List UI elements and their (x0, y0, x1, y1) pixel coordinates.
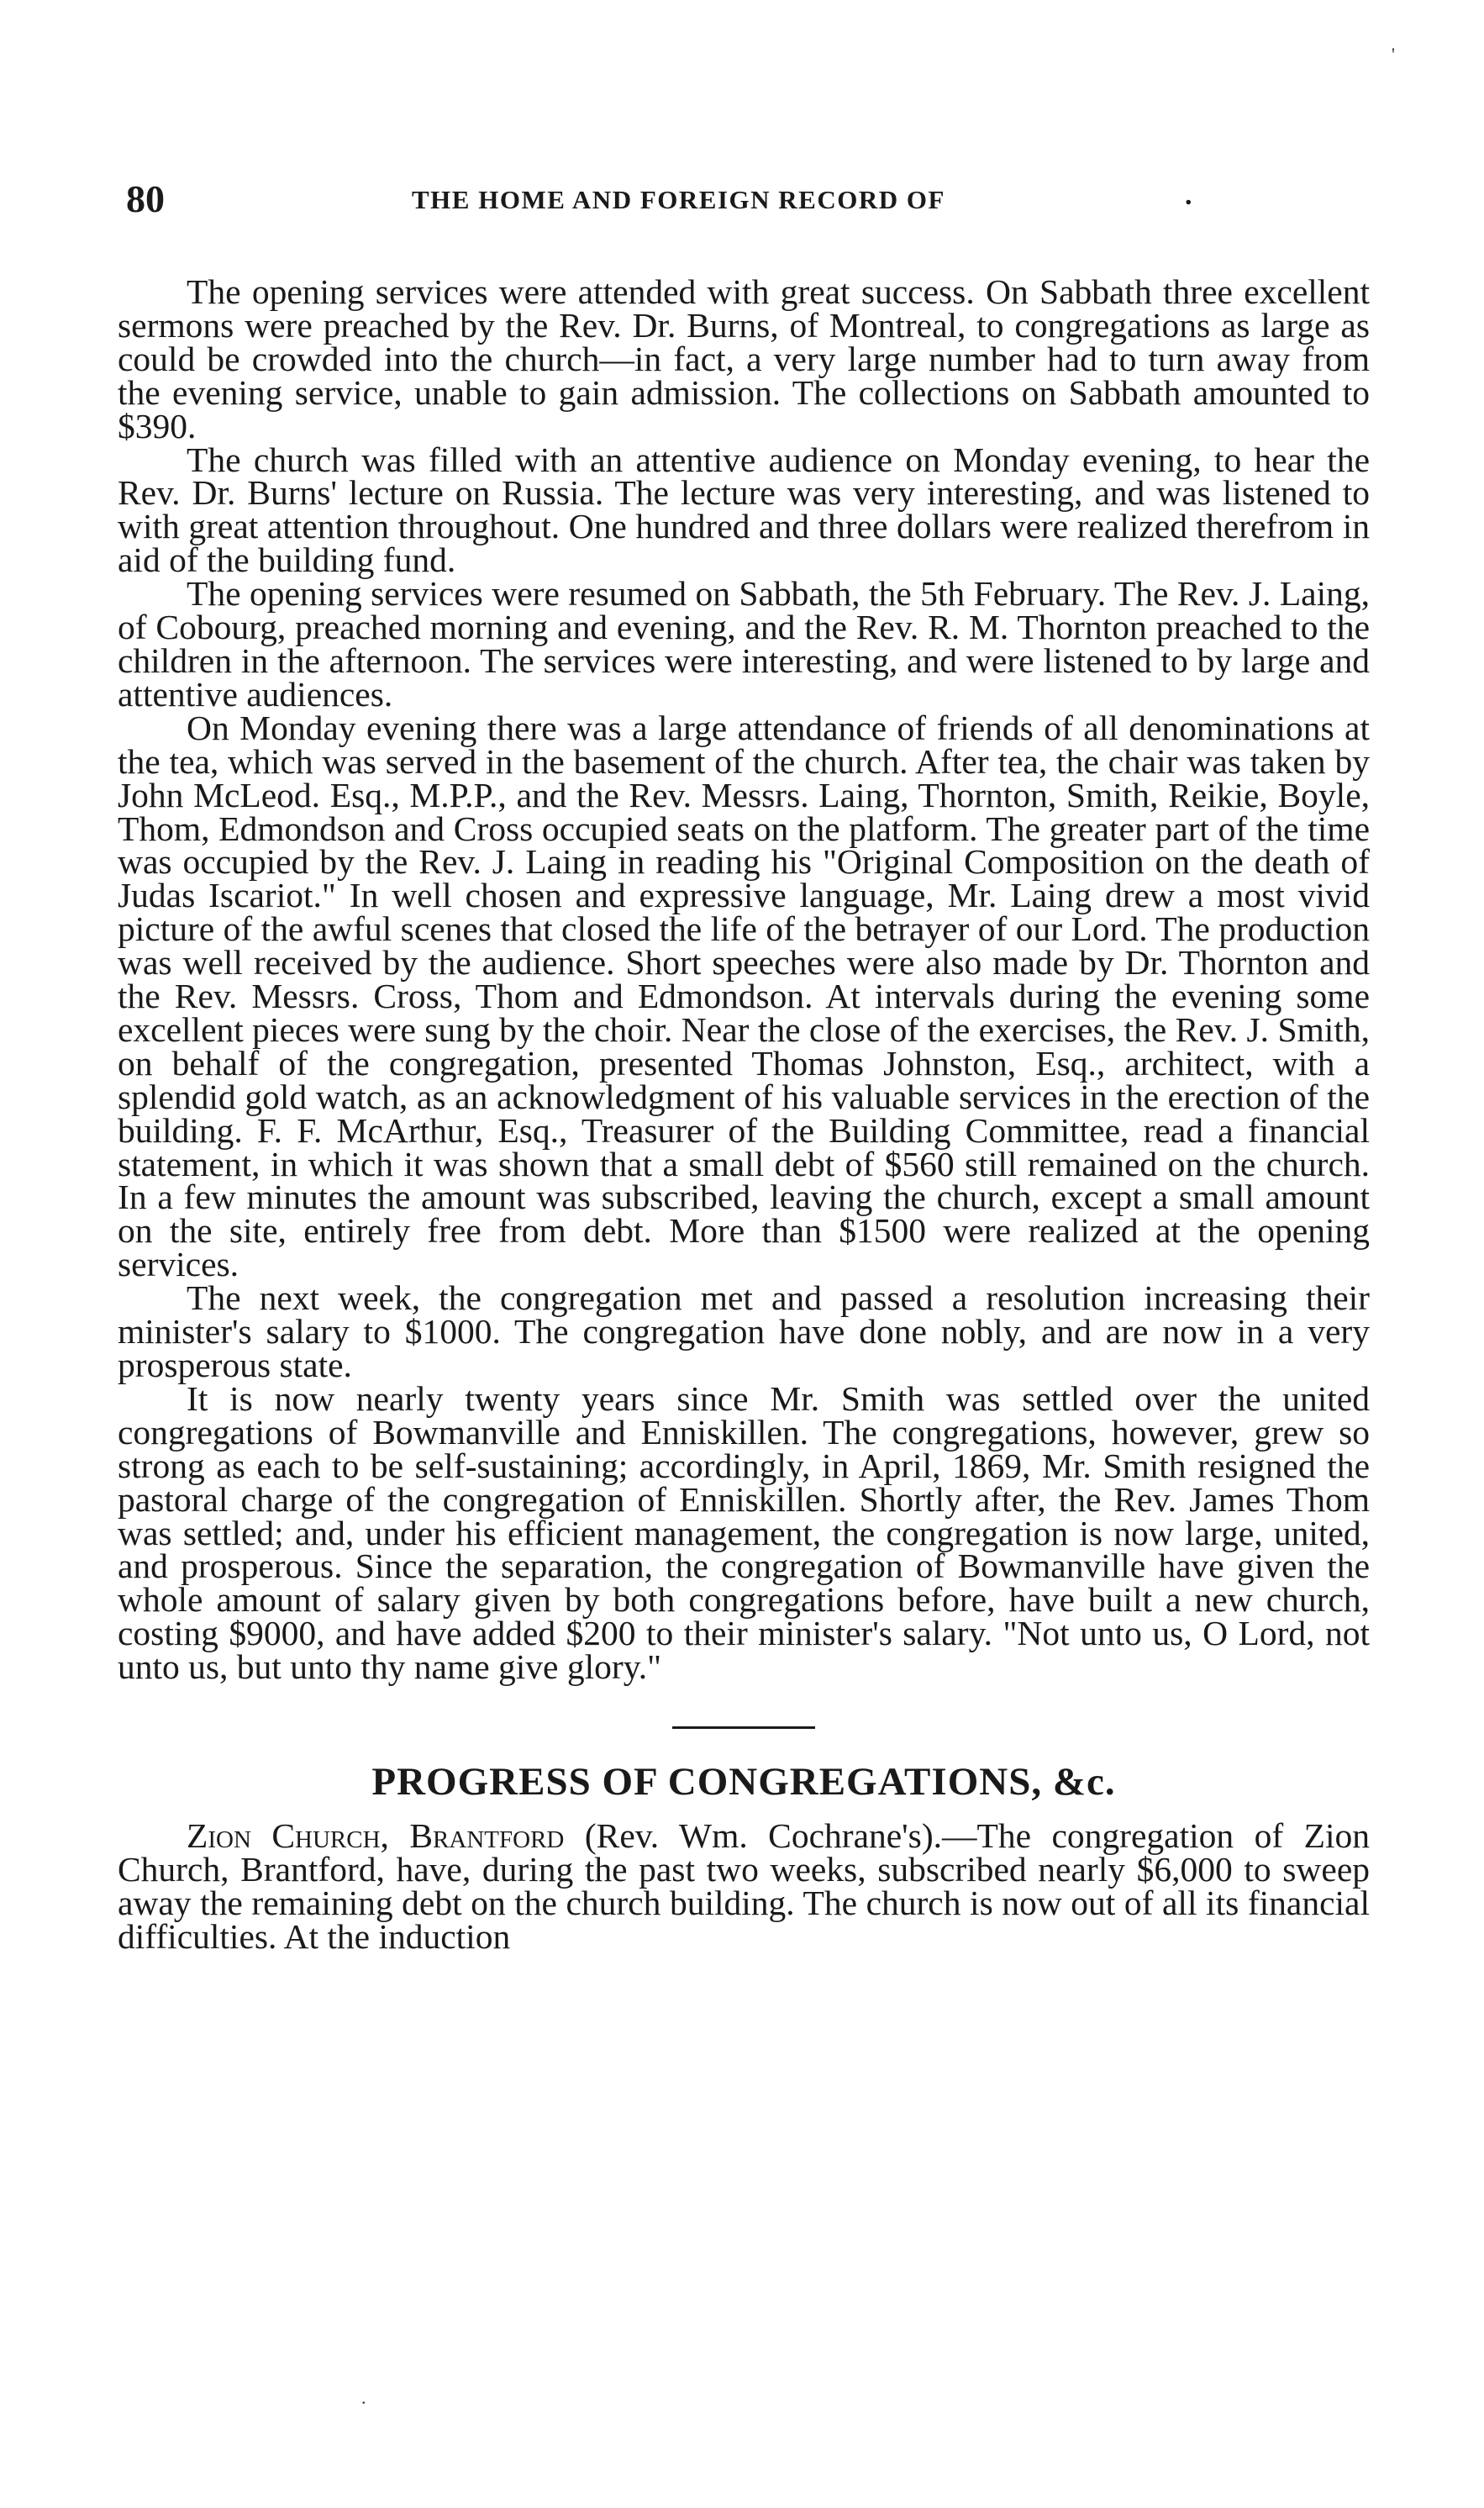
running-head (118, 177, 1370, 227)
paragraph-1: The opening services were attended with great success. On Sabbath three excellent sermons were preached by the Rev. Dr. Burns, of Montreal, to congregations as large as could be crowded into the church—in fact, a very large number had to turn away from the evening service, unable to gain admission. The collections on Sabbath amounted to $390. (118, 272, 1370, 445)
paragraph-6: It is now nearly twenty years since Mr. Smith was settled over the united congregations of Bowmanville and Enniskillen. The congregations, however, grew so strong as each to be self-sustaining; accordingly, in April, 1869, Mr. Smith resigned the pastoral charge of the congregation of Enniskillen. Shortly after, the Rev. James Thom was settled; and, under his efficient management, the congregation is now large, united, and prosperous. Since the separation, the congregation of Bowmanville have given the whole amount of salary given by both congregations before, have built a new church, costing $9000, and have added $200 to their minister's salary. "Not unto us, O Lord, not unto us, but unto thy name give glory." (118, 1378, 1370, 1687)
page (118, 177, 1370, 1954)
section-text: (Rev. Wm. Cochrane's).—The congregation of Zion Church, Brantford, have, during the past two weeks, subscribed nearly $6,000 to sweep away the remaining debt on the church building. The church is now out of all its financial difficulties. At the induction (118, 1816, 1370, 1956)
article-body (118, 272, 1370, 1956)
paragraph-3: The opening services were resumed on Sabbath, the 5th February. The Rev. J. Laing, of Cobourg, preached morning and evening, and the Rev. R. M. Thornton preached to the children in the afternoon. The services were interesting, and were listened to by large and attentive audiences. (118, 574, 1370, 714)
section-title: PROGRESS OF CONGREGATIONS, &c. (371, 1760, 1116, 1805)
page-number: 80 (126, 177, 165, 220)
stray-mark-bottom: . (361, 2387, 366, 2408)
section-lead-in: Zion Church, Brantford (187, 1816, 565, 1856)
stray-mark-top: ' (1392, 44, 1395, 65)
section-paragraph (118, 1816, 1370, 1956)
section-divider (672, 1726, 815, 1729)
paragraph-5: The next week, the congregation met and passed a resolution increasing their minister's salary to $1000. The congregation have done nobly, and are now in a very prosperous state. (118, 1278, 1370, 1384)
running-title: THE HOME AND FOREIGN RECORD OF (412, 185, 945, 214)
paragraph-2: The church was filled with an attentive audience on Monday evening, to hear the Rev. Dr. Burns' lecture on Russia. The lecture was very interesting, and was listened to with great attention throughout. One hundred and three dollars were realized therefrom in aid of the building fund. (118, 440, 1370, 580)
paragraph-4: On Monday evening there was a large attendance of friends of all denominations at the tea, which was served in the basement of the church. After tea, the chair was taken by John McLeod. Esq., M.P.P., and the Rev. Messrs. Laing, Thornton, Smith, Reikie, Boyle, Thom, Edmondson and Cross occupied seats on the platform. The greater part of the time was occupied by the Rev. J. Laing in reading his "Original Composition on the death of Judas Iscariot." In well chosen and expressive language, Mr. Laing drew a most vivid picture of the awful scenes that closed the life of the betrayer of our Lord. The production was well received by the audience. Short speeches were also made by Dr. Thornton and the Rev. Messrs. Cross, Thom and Edmondson. At intervals during the evening some excellent pieces were sung by the choir. Near the close of the exercises, the Rev. J. Smith, on behalf of the congregation, presented Thomas Johnston, Esq., architect, with a splendid gold watch, as an acknowledgment of his valuable services in the erection of the building. F. F. McArthur, Esq., Treasurer of the Building Committee, read a financial statement, in which it was shown that a small debt of $560 still remained on the church. In a few minutes the amount was subscribed, leaving the church, except a small amount on the site, entirely free from debt. More than $1500 were realized at the opening services. (118, 708, 1370, 1284)
running-head-dot: . (1185, 180, 1192, 211)
